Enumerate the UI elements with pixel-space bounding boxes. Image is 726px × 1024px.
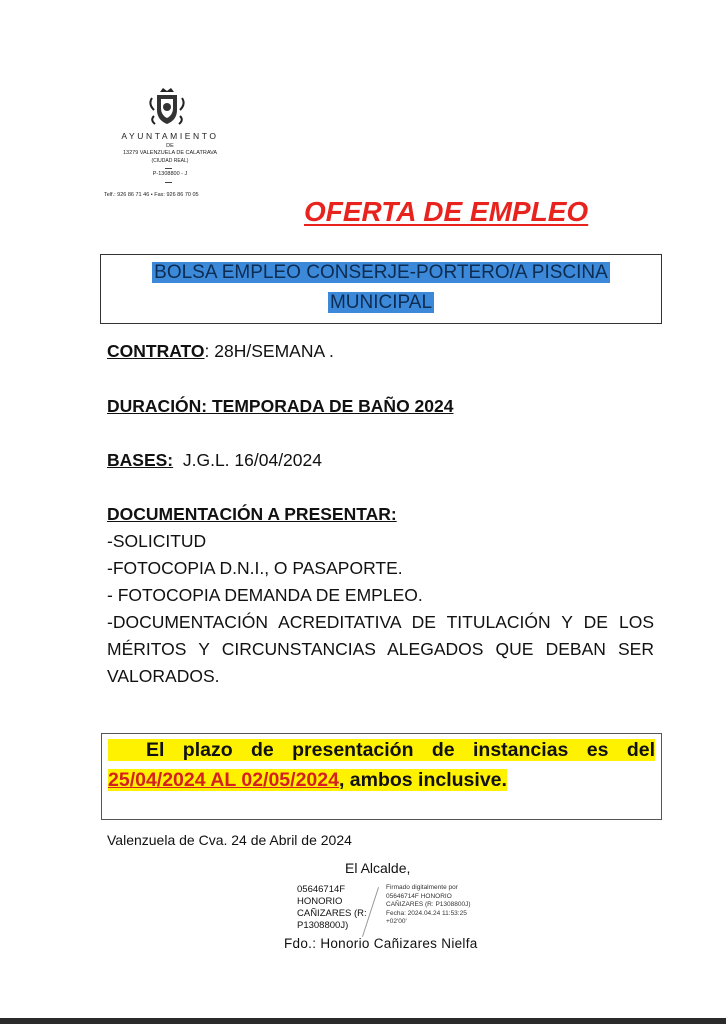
contrato-label: CONTRATO [107,341,205,361]
doc-item: - FOTOCOPIA DEMANDA DE EMPLEO. [107,585,423,605]
digital-signature-name: 05646714F HONORIO CAÑIZARES (R: P1308800J) [297,884,367,931]
job-heading-line1: BOLSA EMPLEO CONSERJE-PORTERO/A PISCINA [154,262,608,283]
contrato-value: : 28H/SEMANA . [204,341,334,361]
doc-item: -FOTOCOPIA D.N.I., O PASAPORTE. [107,558,403,578]
plazo-suffix: , ambos inclusive. [338,769,507,791]
plazo-dates: 25/04/2024 AL 02/05/2024 [108,769,339,791]
document-title: OFERTA DE EMPLEO [304,196,589,227]
scan-edge [0,1018,726,1024]
doc-item-long: VALORADOS. [107,666,220,686]
contrato-line [107,341,334,362]
letterhead-cif: P-1308800 - J [152,171,188,177]
letterhead-province: (CIUDAD REAL) [151,158,189,164]
plazo-text: El plazo de presentación de instancias es del [108,739,655,761]
doc-item-long: -DOCUMENTACIÓN ACREDITATIVA DE TITULACIÓN Y DE LOS [107,612,654,632]
letterhead-divider [165,182,172,183]
coat-of-arms-icon [146,86,188,128]
bases-value: J.G.L. 16/04/2024 [182,450,322,470]
bases-line [107,450,322,471]
plazo-box [101,733,662,820]
digital-signature-details: Firmado digitalmente por 05646714F HONORIO CAÑIZARES (R: P1308800J) Fecha: 2024.04.24 11:53:25 +02'00' [386,884,471,925]
signatory-title: El Alcalde, [345,860,411,876]
bases-label: BASES: [107,450,174,470]
doc-item: -SOLICITUD [107,531,207,551]
job-heading-box [100,254,662,324]
doc-item-long: MÉRITOS Y CIRCUNSTANCIAS ALEGADOS QUE DEBAN SER [107,639,654,659]
letterhead-de: DE [166,143,174,149]
letterhead-address: 13279 VALENZUELA DE CALATRAVA [122,150,218,156]
documentacion-heading: DOCUMENTACIÓN A PRESENTAR: [107,504,397,524]
signatory-name: Fdo.: Honorio Cañizares Nielfa [284,936,478,951]
duracion-line: DURACIÓN: TEMPORADA DE BAÑO 2024 [107,396,454,416]
letterhead-name: AYUNTAMIENTO [121,131,219,141]
plazo-line1 [108,739,655,762]
place-date: Valenzuela de Cva. 24 de Abril de 2024 [107,832,352,848]
letterhead-phone: Telf.: 926 86 71 46 • Fax: 926 86 70 05 [104,192,199,198]
plazo-line2 [108,769,507,792]
letterhead-divider [165,168,172,169]
job-heading-line2: MUNICIPAL [329,292,433,313]
